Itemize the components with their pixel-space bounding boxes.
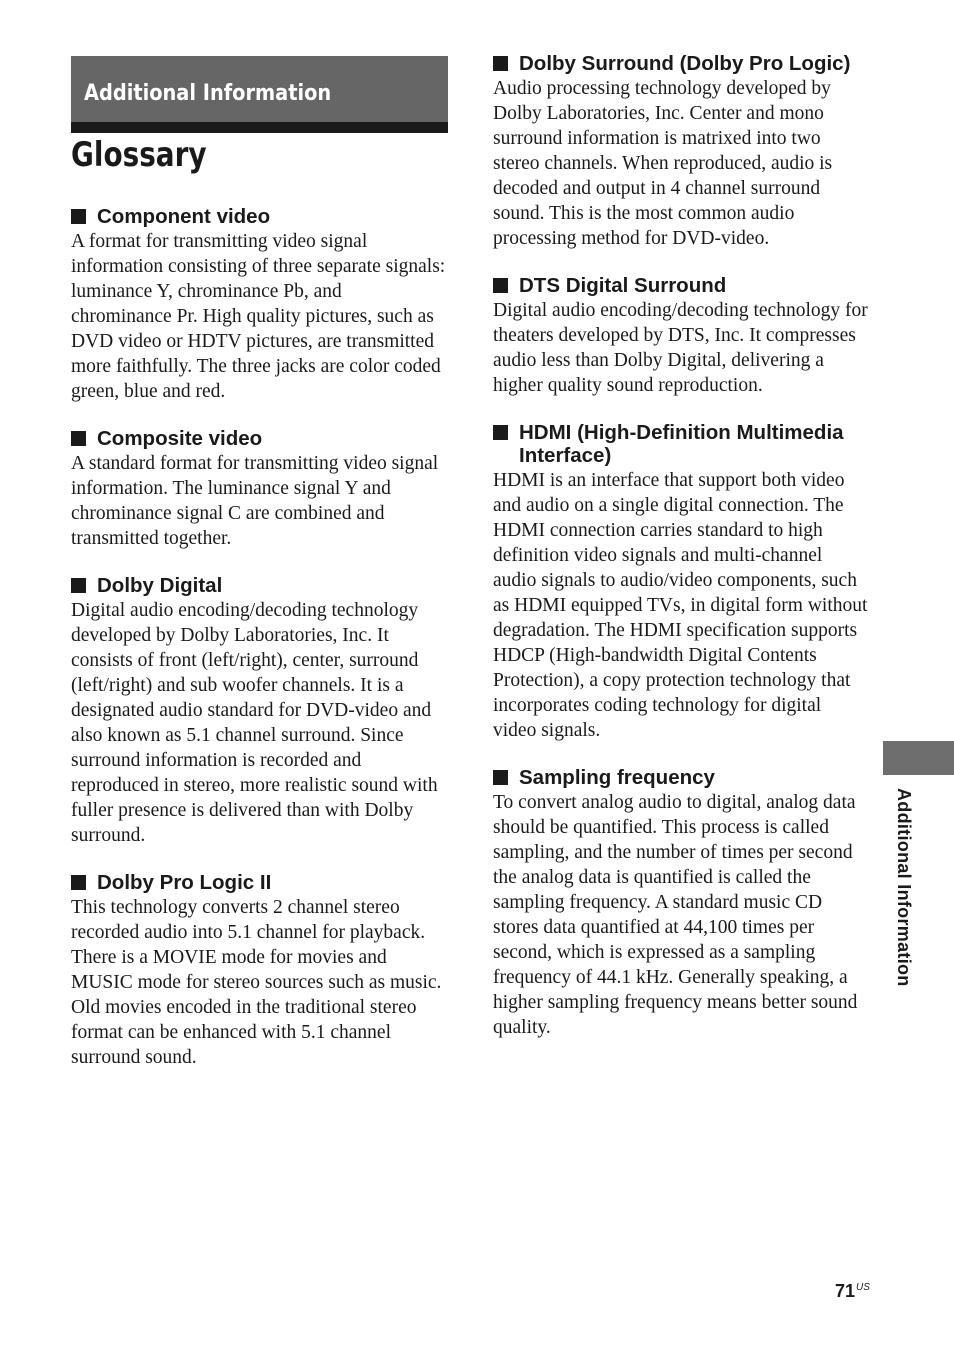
page-number-value: 71 [835,1281,856,1301]
entry-heading [493,274,868,297]
entry-heading [71,871,447,894]
side-tab-label: Additional Information [894,788,914,987]
side-tab-marker [883,741,954,775]
entry-heading [493,766,868,789]
right-column [493,52,868,1063]
glossary-entry-dolby-pro-logic-ii [71,871,447,1070]
bullet-square-icon [493,770,508,785]
bullet-square-icon [493,425,508,440]
entry-body: A standard format for transmitting video signal information. The luminance signal Y and chrominance signal C are combined and transmitted together. [71,453,439,549]
bullet-square-icon [71,578,86,593]
entry-heading-text: DTS Digital Surround [519,274,727,297]
entry-heading [71,574,447,597]
entry-body: This technology converts 2 channel stereo recorded audio into 5.1 channel for playback. There is a MOVIE mode for movies and MUSIC mode for stereo sources such as music. Old movies encoded in the traditional stereo format can be enhanced with 5.1 channel surround sound. [71,897,442,1068]
glossary-entry-dolby-surround [493,52,868,251]
entry-heading-text: Sampling frequency [519,766,715,789]
left-column [71,205,447,1093]
bullet-square-icon [493,278,508,293]
entry-heading [71,427,447,450]
page-title: Glossary [71,135,207,175]
entry-heading-text: Dolby Surround (Dolby Pro Logic) [519,52,851,75]
entry-heading [71,205,447,228]
entry-heading-text: Dolby Pro Logic II [97,871,272,894]
entry-body: A format for transmitting video signal information consisting of three separate signals: luminance Y, chrominance Pb, and chrominance Pr. High quality pictures, such as DVD video or HDTV pictures, are transmitted more faithfully. The three jacks are color coded green, blue and red. [71,231,446,402]
glossary-entry-component-video [71,205,447,404]
entry-heading-text: Composite video [97,427,263,450]
entry-body: HDMI is an interface that support both video and audio on a single digital connection. The HDMI connection carries standard to high definition video signals and multi-channel audio signals to audio/video components, such as HDMI equipped TVs, in digital form without degradation. The HDMI specification supports HDCP (High-bandwidth Digital Contents Protection), a copy protection technology that incorporates coding technology for digital video signals. [493,470,868,741]
section-banner-title: Additional Information [84,81,332,106]
section-banner [71,56,448,133]
glossary-entry-dts-digital-surround [493,274,868,398]
entry-heading-text: Component video [97,205,271,228]
glossary-entry-sampling-frequency [493,766,868,1040]
bullet-square-icon [71,431,86,446]
bullet-square-icon [71,209,86,224]
bullet-square-icon [493,56,508,71]
entry-heading-text: HDMI (High-Definition Multimedia Interface) [519,421,844,467]
glossary-entry-dolby-digital [71,574,447,848]
entry-heading [493,421,868,467]
entry-heading-text: Dolby Digital [97,574,223,597]
bullet-square-icon [71,875,86,890]
page-number-suffix: US [856,1282,870,1293]
glossary-entry-composite-video [71,427,447,551]
entry-body: Audio processing technology developed by Dolby Laboratories, Inc. Center and mono surround information is matrixed into two stereo channels. When reproduced, audio is decoded and output in 4 channel surround sound. This is the most common audio processing method for DVD-video. [493,78,833,249]
entry-body: To convert analog audio to digital, analog data should be quantified. This process is called sampling, and the number of times per second the analog data is quantified is called the sampling frequency. A standard music CD stores data quantified at 44,100 times per second, which is expressed as a sampling frequency of 44.1 kHz. Generally speaking, a higher sampling frequency means better sound quality. [493,792,858,1038]
entry-heading [493,52,868,75]
page-number [835,1281,870,1302]
entry-body: Digital audio encoding/decoding technology developed by Dolby Laboratories, Inc. It consists of front (left/right), center, surround (left/right) and sub woofer channels. It is a designated audio standard for DVD-video and also known as 5.1 channel surround. Since surround information is recorded and reproduced in stereo, more realistic sound with fuller presence is delivered than with Dolby surround. [71,600,438,846]
glossary-entry-hdmi [493,421,868,743]
entry-body: Digital audio encoding/decoding technology for theaters developed by DTS, Inc. It compresses audio less than Dolby Digital, delivering a higher quality sound reproduction. [493,300,868,396]
